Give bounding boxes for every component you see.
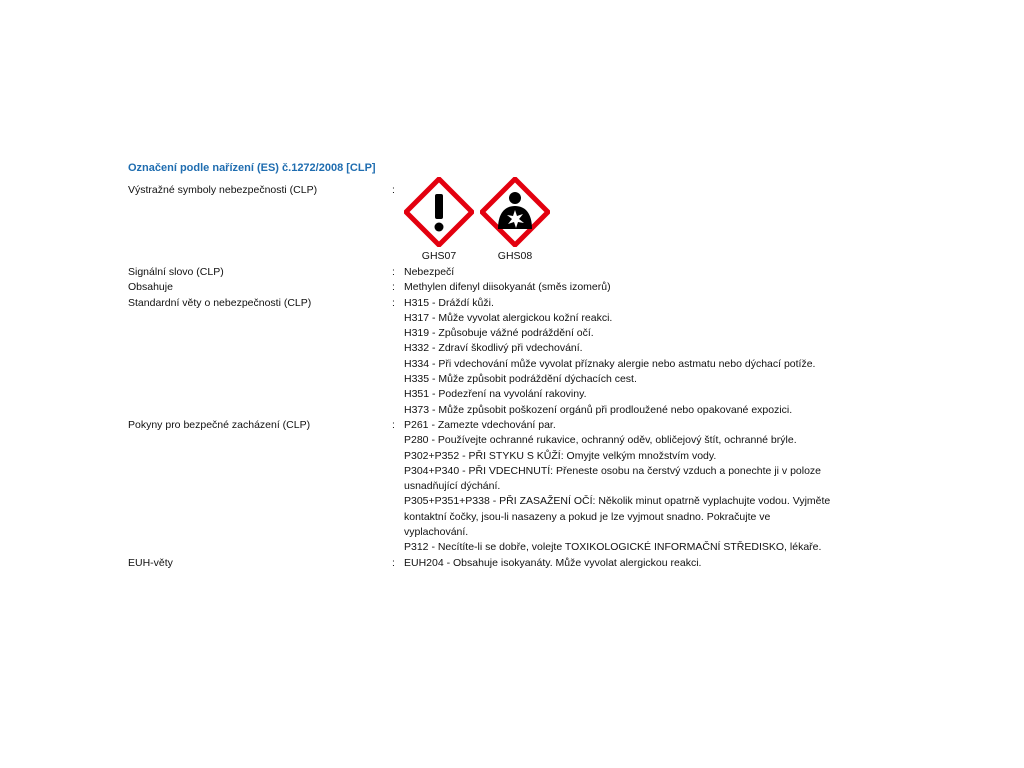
precautionary-statement: P261 - Zamezte vdechování par. bbox=[404, 418, 556, 431]
hazard-statement: H315 - Dráždí kůži. bbox=[404, 296, 494, 309]
pictogram-ghs07 bbox=[404, 177, 474, 263]
precautionary-statement: kontaktní čočky, jsou-li nasazeny a pokud je lze vyjmout snadno. Pokračujte ve bbox=[404, 510, 771, 523]
exclamation-mark-icon bbox=[404, 177, 474, 247]
colon: : bbox=[392, 556, 395, 569]
precautionary-statements-row bbox=[128, 418, 888, 556]
hazard-statements-label: Standardní věty o nebezpečnosti (CLP) bbox=[128, 296, 312, 309]
hazard-statement: H335 - Může způsobit podráždění dýchacích cest. bbox=[404, 373, 637, 386]
hazard-statement: H317 - Může vyvolat alergickou kožní reakci. bbox=[404, 311, 613, 324]
hazard-statements-list bbox=[404, 296, 888, 418]
clp-labelling-section bbox=[128, 161, 888, 571]
hazard-statements-row bbox=[128, 296, 888, 418]
pictograms-row bbox=[128, 183, 888, 265]
precautionary-statement: vyplachování. bbox=[404, 526, 469, 539]
precautionary-statement: P312 - Necítíte-li se dobře, volejte TOXIKOLOGICKÉ INFORMAČNÍ STŘEDISKO, lékaře. bbox=[404, 541, 822, 554]
hazard-statement: H373 - Může způsobit poškození orgánů při prodloužené nebo opakované expozici. bbox=[404, 403, 793, 416]
pictograms-label: Výstražné symboly nebezpečnosti (CLP) bbox=[128, 184, 318, 196]
precautionary-statement: P280 - Používejte ochranné rukavice, ochranný oděv, obličejový štít, ochranné brýle. bbox=[404, 434, 797, 447]
precautionary-statements-list bbox=[404, 418, 888, 556]
hazard-statement: H319 - Způsobuje vážné podráždění očí. bbox=[404, 327, 594, 340]
euh-value: EUH204 - Obsahuje isokyanáty. Může vyvolat alergickou reakci. bbox=[404, 556, 702, 569]
pictogram-code: GHS07 bbox=[421, 250, 457, 262]
colon: : bbox=[392, 418, 395, 431]
signal-word-value: Nebezpečí bbox=[404, 266, 455, 278]
contains-value: Methylen difenyl diisokyanát (směs izomerů) bbox=[404, 281, 611, 294]
precautionary-statement: P302+P352 - PŘI STYKU S KŮŽÍ: Omyjte velkým množstvím vody. bbox=[404, 449, 717, 462]
euh-label: EUH-věty bbox=[128, 556, 173, 569]
signal-word-row bbox=[128, 265, 888, 280]
section-heading: Označení podle nařízení (ES) č.1272/2008 [CLP] bbox=[128, 162, 376, 174]
contains-label: Obsahuje bbox=[128, 281, 173, 294]
euh-row bbox=[128, 556, 888, 571]
hazard-statement: H351 - Podezření na vyvolání rakoviny. bbox=[404, 388, 587, 401]
colon: : bbox=[392, 184, 395, 196]
precautionary-statements-label: Pokyny pro bezpečné zacházení (CLP) bbox=[128, 418, 311, 431]
precautionary-statement: P305+P351+P338 - PŘI ZASAŽENÍ OČÍ: Několik minut opatrně vyplachujte vodou. Vyjměte bbox=[404, 495, 831, 508]
precautionary-statement: usnadňující dýchání. bbox=[404, 480, 501, 493]
hazard-statement: H334 - Při vdechování může vyvolat příznaky alergie nebo astmatu nebo dýchací potíže. bbox=[404, 357, 816, 370]
hazard-statement: H332 - Zdraví škodlivý při vdechování. bbox=[404, 342, 583, 355]
precautionary-statement: P304+P340 - PŘI VDECHNUTÍ: Přeneste osobu na čerstvý vzduch a ponechte ji v poloze bbox=[404, 464, 822, 477]
health-hazard-icon bbox=[480, 177, 550, 247]
pictogram-code: GHS08 bbox=[497, 250, 533, 262]
pictogram-ghs08 bbox=[480, 177, 550, 263]
signal-word-label: Signální slovo (CLP) bbox=[128, 266, 224, 278]
contains-row bbox=[128, 280, 888, 295]
pictograms-value bbox=[404, 183, 888, 265]
colon: : bbox=[392, 296, 395, 309]
colon: : bbox=[392, 281, 395, 294]
colon: : bbox=[392, 266, 395, 278]
